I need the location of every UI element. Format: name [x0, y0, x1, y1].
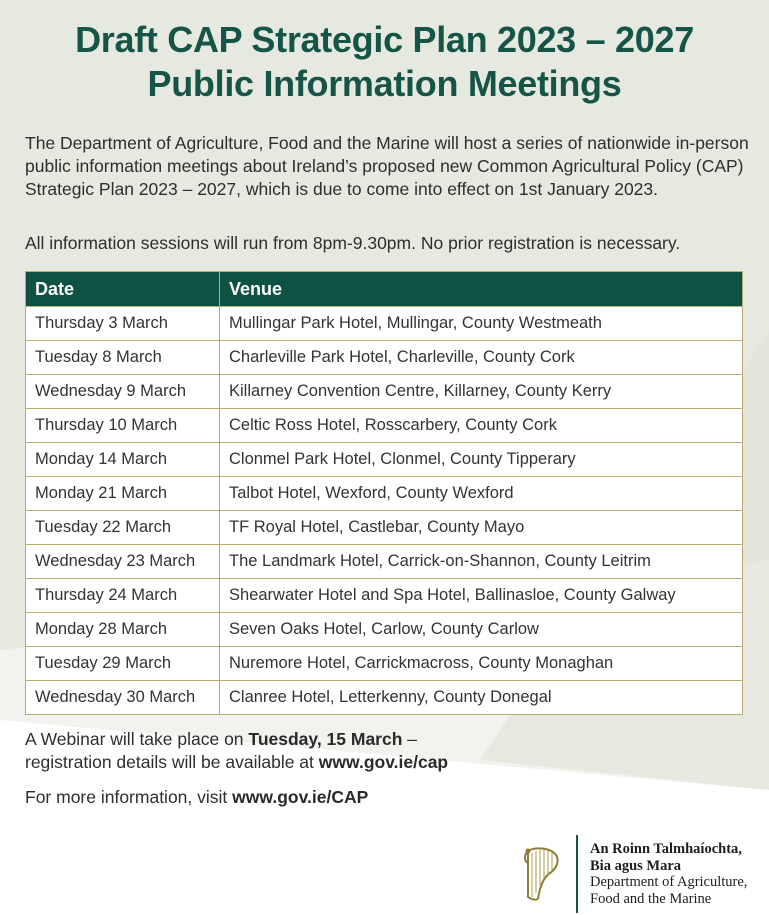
column-header-venue: Venue: [220, 272, 743, 307]
row-venue: Talbot Hotel, Wexford, County Wexford: [220, 477, 743, 511]
row-date: Thursday 3 March: [26, 307, 220, 341]
column-header-date: Date: [26, 272, 220, 307]
more-info-text: For more information, visit: [25, 787, 233, 807]
registration-link[interactable]: www.gov.ie/cap: [318, 752, 449, 772]
webinar-text: A Webinar will take place on: [25, 729, 249, 749]
irish-name-line1: An Roinn Talmhaíochta,: [590, 841, 742, 857]
row-venue: Mullingar Park Hotel, Mullingar, County Westmeath: [220, 307, 743, 341]
irish-name-line2: Bia agus Mara: [590, 857, 682, 874]
row-venue: Clonmel Park Hotel, Clonmel, County Tipperary: [220, 443, 743, 477]
row-date: Wednesday 9 March: [26, 375, 220, 409]
table-row: [26, 409, 743, 443]
row-venue: Nuremore Hotel, Carrickmacross, County Monaghan: [220, 647, 743, 681]
table-row: [26, 647, 743, 681]
english-name-line1: Department of Agriculture,: [590, 874, 748, 890]
table-row: [26, 341, 743, 375]
table-row: [26, 681, 743, 715]
table-row: [26, 477, 743, 511]
row-venue: Shearwater Hotel and Spa Hotel, Ballinasloe, County Galway: [220, 579, 743, 613]
title-line-1: Draft CAP Strategic Plan 2023 – 2027: [75, 19, 694, 60]
registration-text: registration details will be available at: [25, 752, 319, 772]
row-date: Wednesday 30 March: [26, 681, 220, 715]
table-row: [26, 613, 743, 647]
row-date: Wednesday 23 March: [26, 545, 220, 579]
table-row: [26, 579, 743, 613]
webinar-note: [25, 728, 745, 774]
webinar-dash: –: [402, 729, 418, 749]
more-info-link[interactable]: www.gov.ie/CAP: [232, 787, 369, 807]
title-line-2: Public Information Meetings: [147, 63, 622, 104]
row-venue: Charleville Park Hotel, Charleville, County Cork: [220, 341, 743, 375]
row-venue: Seven Oaks Hotel, Carlow, County Carlow: [220, 613, 743, 647]
table-header-row: [26, 272, 743, 307]
row-date: Monday 14 March: [26, 443, 220, 477]
row-date: Monday 28 March: [26, 613, 220, 647]
table-row: [26, 545, 743, 579]
row-date: Monday 21 March: [26, 477, 220, 511]
row-date: Tuesday 22 March: [26, 511, 220, 545]
table-row: [26, 443, 743, 477]
table-row: [26, 307, 743, 341]
row-venue: The Landmark Hotel, Carrick-on-Shannon, County Leitrim: [220, 545, 743, 579]
row-venue: Killarney Convention Centre, Killarney, County Kerry: [220, 375, 743, 409]
row-venue: Celtic Ross Hotel, Rosscarbery, County Cork: [220, 409, 743, 443]
row-venue: Clanree Hotel, Letterkenny, County Donegal: [220, 681, 743, 715]
table-row: [26, 375, 743, 409]
logo-divider: [576, 835, 578, 913]
english-name-line2: Food and the Marine: [590, 890, 712, 907]
sessions-note: All information sessions will run from 8pm-9.30pm. No prior registration is necessary.: [25, 233, 681, 253]
row-venue: TF Royal Hotel, Castlebar, County Mayo: [220, 511, 743, 545]
webinar-date: Tuesday, 15 March: [248, 729, 403, 749]
table-row: [26, 511, 743, 545]
department-name: [590, 841, 769, 907]
meetings-table: [25, 271, 743, 715]
row-date: Thursday 24 March: [26, 579, 220, 613]
more-info-note: [25, 786, 745, 809]
intro-paragraph: The Department of Agriculture, Food and the Marine will host a series of nationwide in-person public information meetings about Ireland’s proposed new Common Agricultural Policy (CAP) Strategic Plan 2023 – 2027, which is due to come into effect on 1st January 2023.: [25, 133, 749, 199]
department-logo: [520, 835, 765, 913]
row-date: Tuesday 29 March: [26, 647, 220, 681]
irish-harp-icon: [520, 845, 562, 903]
row-date: Tuesday 8 March: [26, 341, 220, 375]
row-date: Thursday 10 March: [26, 409, 220, 443]
